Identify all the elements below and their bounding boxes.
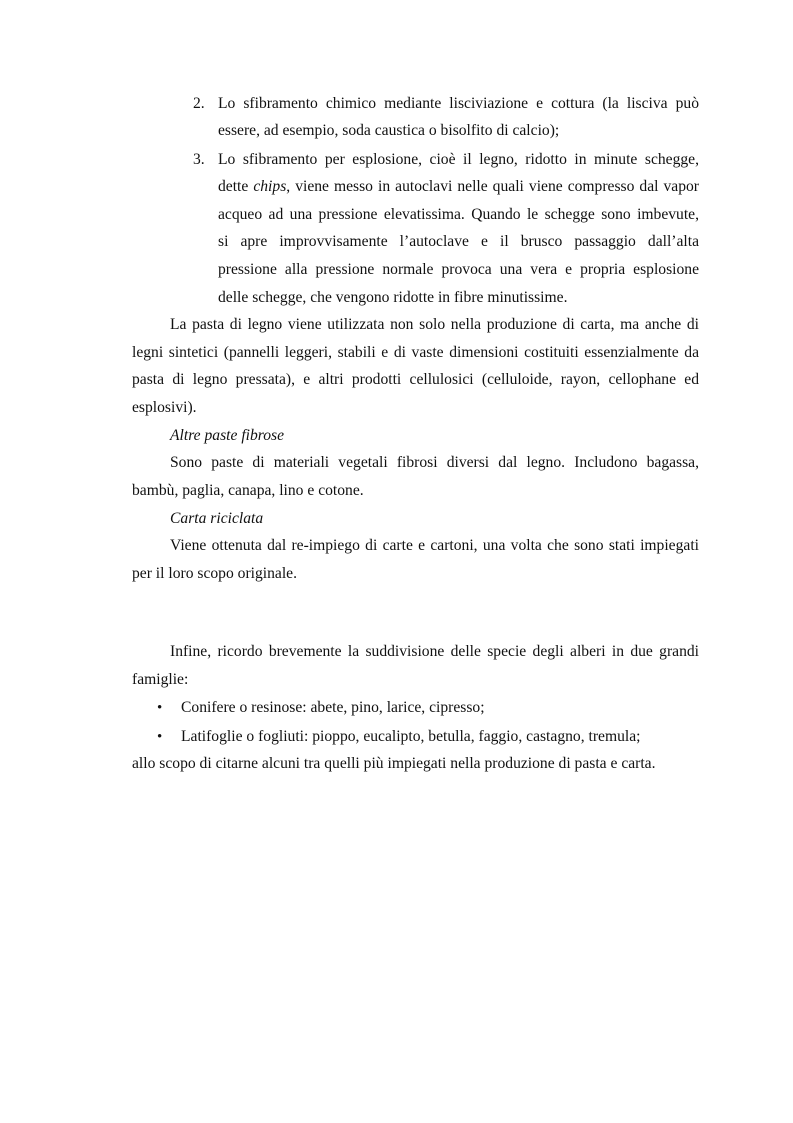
bullet-item-latifoglie: Latifoglie o fogliuti: pioppo, eucalipto, betulla, faggio, castagno, tremula;: [181, 728, 641, 745]
closing-line: allo scopo di citarne alcuni tra quelli più impiegati nella produzione di pasta e carta.: [132, 755, 656, 772]
bullet-item-conifere: Conifere o resinose: abete, pino, larice, cipresso;: [181, 699, 485, 716]
item3-line1: Lo sfibramento per esplosione, cioè il legno, ridotto in minute schegge,: [218, 151, 699, 168]
item2-line2: essere, ad esempio, soda caustica o bisolfito di calcio);: [218, 122, 560, 139]
item3-line3: acqueo ad una pressione elevatissima. Quando le schegge sono imbevute,: [218, 206, 699, 223]
pasta-line1: La pasta di legno viene utilizzata non solo nella produzione di carta, ma anche di: [170, 316, 699, 333]
item3-line4: si apre improvvisamente l’autoclave e il brusco passaggio dall’alta: [218, 233, 699, 250]
pasta-line4: esplosivi).: [132, 399, 197, 416]
altre-line1: Sono paste di materiali vegetali fibrosi diversi dal legno. Includono bagassa,: [170, 454, 699, 471]
item3-line6: delle schegge, che vengono ridotte in fibre minutissime.: [218, 289, 568, 306]
list-number-3: 3.: [193, 151, 205, 168]
item3-line2-pre: dette: [218, 178, 254, 195]
item3-line2: [218, 178, 699, 196]
pasta-line3: pasta di legno pressata), e altri prodotti cellulosici (celluloide, rayon, cellophane ed: [132, 371, 699, 388]
item3-line5: pressione alla pressione normale provoca una vera e propria esplosione: [218, 261, 699, 278]
item3-line2-post: , viene messo in autoclavi nelle quali viene compresso dal vapor: [286, 178, 700, 195]
altre-line2: bambù, paglia, canapa, lino e cotone.: [132, 482, 364, 499]
carta-line1: Viene ottenuta dal re-impiego di carte e cartoni, una volta che sono stati impiegati: [170, 537, 699, 554]
infine-line2: famiglie:: [132, 671, 189, 688]
carta-line2: per il loro scopo originale.: [132, 565, 297, 582]
chips-term: chips: [253, 178, 287, 195]
item2-line1: Lo sfibramento chimico mediante lisciviazione e cottura (la lisciva può: [218, 95, 699, 112]
bullet-icon: •: [157, 729, 163, 745]
pasta-line2: legni sintetici (pannelli leggeri, stabili e di vaste dimensioni costituiti essenzialmente da: [132, 344, 699, 361]
list-number-2: 2.: [193, 95, 205, 112]
altre-heading: Altre paste fibrose: [170, 427, 285, 444]
infine-line1: Infine, ricordo brevemente la suddivisione delle specie degli alberi in due grandi: [170, 643, 699, 660]
carta-heading: Carta riciclata: [170, 510, 264, 527]
bullet-icon: •: [157, 700, 163, 716]
